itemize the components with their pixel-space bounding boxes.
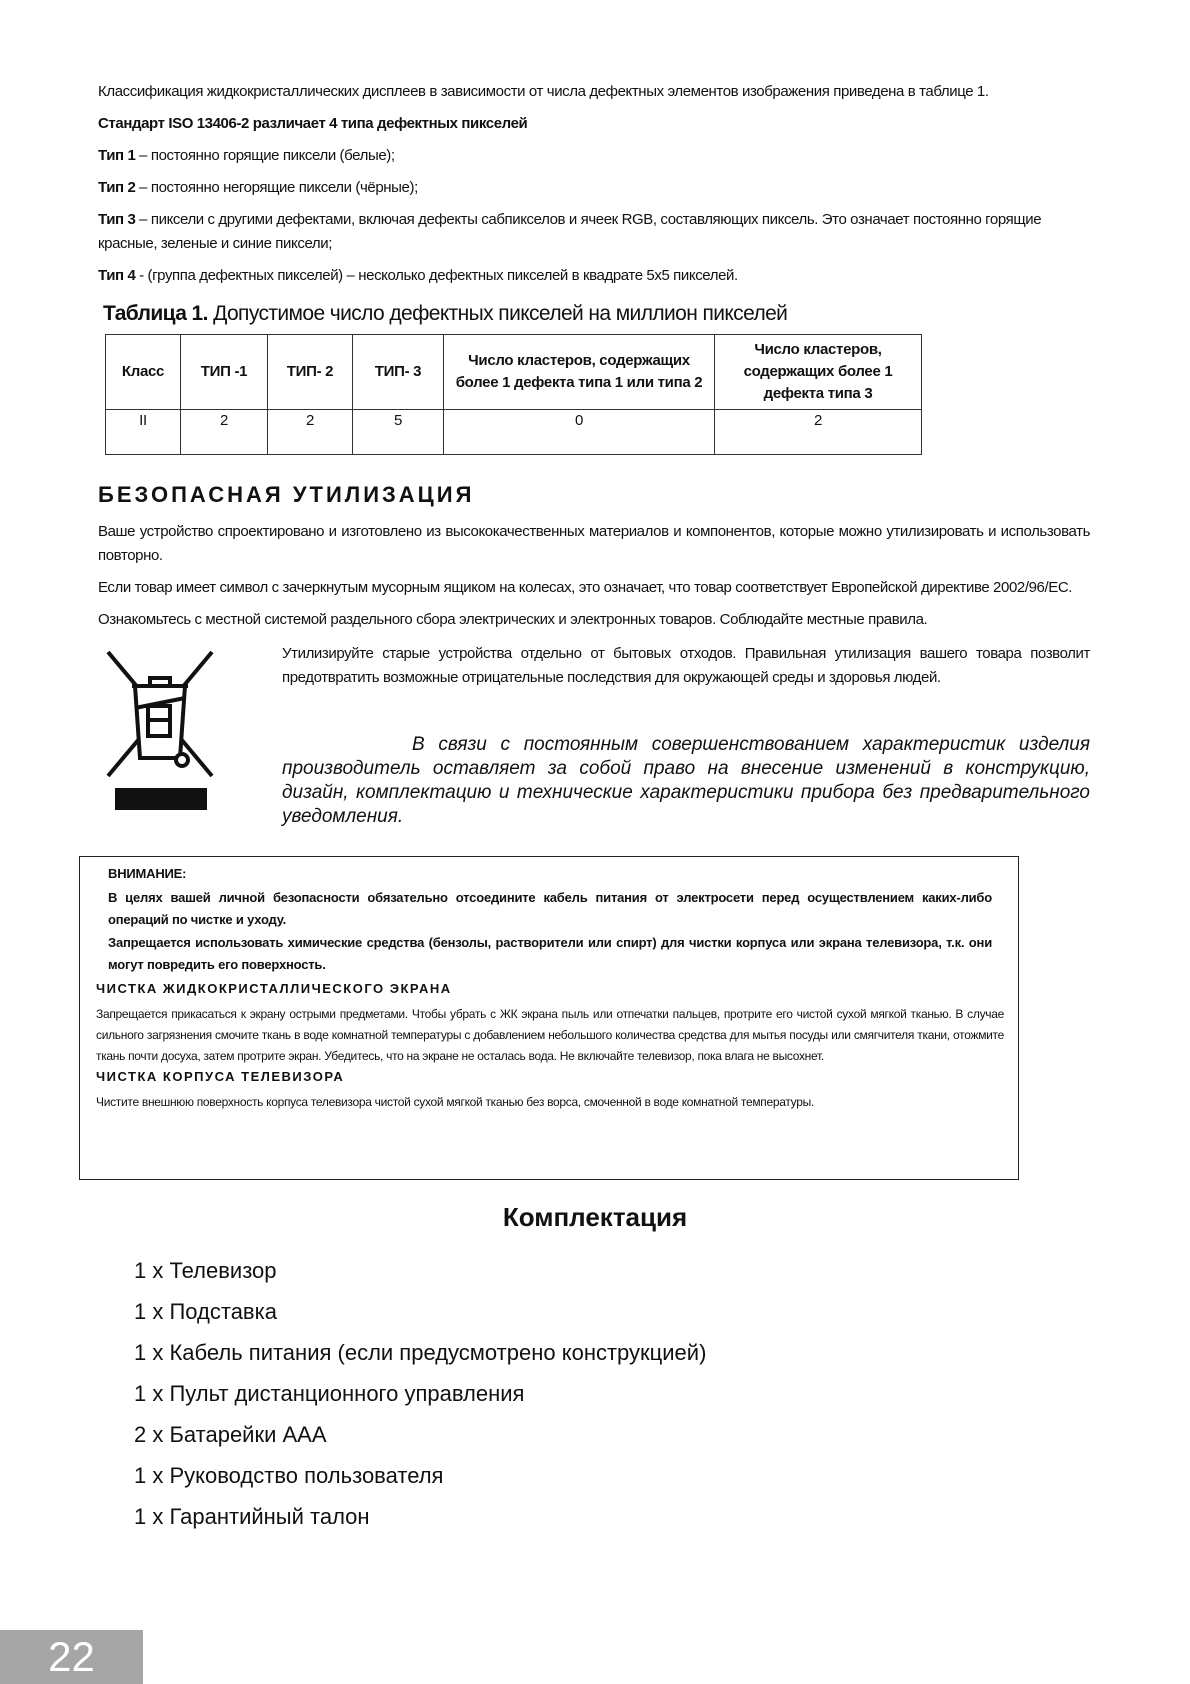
crossed-out-wheelie-bin-icon — [100, 648, 220, 810]
body-cleaning-heading: ЧИСТКА КОРПУСА ТЕЛЕВИЗОРА — [96, 1069, 345, 1084]
intro-line: Классификация жидкокристаллических дисплеев в зависимости от числа дефектных элементов изображения приведена в таблице 1. — [98, 83, 989, 100]
disposal-paragraph: Если товар имеет символ с зачеркнутым мусорным ящиком на колесах, это означает, что товар соответствует Европейской директиве 2002/96/ЕС. — [98, 579, 1073, 596]
warning-paragraph: Запрещается использовать химические средства (бензолы, растворители или спирт) для чистки корпуса или экрана телевизора, т.к. они могут повредить его поверхность. — [108, 935, 992, 972]
table-header-row — [106, 335, 922, 410]
header-type-3: ТИП- 3 — [353, 335, 444, 410]
screen-cleaning-text: Запрещается прикасаться к экрану острыми предметами. Чтобы убрать с ЖК экрана пыль или отпечатки пальцев, протрите его чистой сухой мягкой тканью. В случае сильного загрязнения смочите ткань в воде комнатной температуры с добавлением небольшого количества средства для мытья посуды или смягчителя ткани, отожмите ткань почти досуха, затем протрите экран. Убедитесь, что на экране не осталась вода. Не включайте телевизор, пока влага не высохнет. — [96, 1007, 1004, 1063]
header-type-1: ТИП -1 — [181, 335, 268, 410]
cell-class: II — [106, 410, 181, 455]
disposal-section — [98, 520, 1090, 640]
list-item: 1 х Гарантийный талон — [134, 1504, 370, 1529]
list-item: 1 х Пульт дистанционного управления — [134, 1381, 525, 1406]
cell-clusters-type-3: 2 — [715, 410, 922, 455]
list-item: 1 х Кабель питания (если предусмотрено конструкцией) — [134, 1340, 707, 1365]
iso-standard-line: Стандарт ISO 13406-2 различает 4 типа дефектных пикселей — [98, 115, 528, 132]
defect-pixels-table — [105, 334, 922, 455]
disposal-heading: БЕЗОПАСНАЯ УТИЛИЗАЦИЯ — [98, 482, 475, 507]
type-1-line: Тип 1 – постоянно горящие пиксели (белые); — [98, 147, 395, 164]
table-title: Таблица 1. Допустимое число дефектных пикселей на миллион пикселей — [103, 302, 788, 325]
page-number: 22 — [0, 1630, 143, 1684]
type-2-line: Тип 2 – постоянно негорящие пиксели (чёрные); — [98, 179, 418, 196]
cell-type-1: 2 — [181, 410, 268, 455]
header-class: Класс — [106, 335, 181, 410]
cell-type-3: 5 — [353, 410, 444, 455]
disposal-paragraph: Ознакомьтесь с местной системой раздельного сбора электрических и электронных товаров. Соблюдайте местные правила. — [98, 611, 928, 628]
warning-paragraph: В целях вашей личной безопасности обязательно отсоедините кабель питания от электросети перед осуществлением каких-либо операций по чистке и уходу. — [108, 890, 992, 927]
disposal-side-paragraph: Утилизируйте старые устройства отдельно от бытовых отходов. Правильная утилизация вашего товара позволит предотвратить возможные отрицательные последствия для окружающей среды и здоровья людей. — [282, 645, 1090, 686]
disposal-paragraph: Ваше устройство спроектировано и изготовлено из высококачественных материалов и компонентов, которые можно утилизировать и использовать повторно. — [98, 523, 1090, 564]
type-3-line: Тип 3 – пиксели с другими дефектами, включая дефекты сабпикселов и ячеек RGB, составляющих пиксель. Это означает постоянно горящие красные, зеленые и синие пиксели; — [98, 211, 1042, 252]
list-item: 1 х Руководство пользователя — [134, 1463, 444, 1488]
table-row — [106, 410, 922, 455]
list-item: 1 х Телевизор — [134, 1258, 277, 1283]
contents-list — [134, 1250, 706, 1537]
list-item: 1 х Подставка — [134, 1299, 277, 1324]
header-clusters-type-1-2: Число кластеров, содержащих более 1 дефекта типа 1 или типа 2 — [444, 335, 715, 410]
screen-cleaning-heading: ЧИСТКА ЖИДКОКРИСТАЛЛИЧЕСКОГО ЭКРАНА — [96, 981, 452, 996]
intro-section — [98, 80, 1098, 296]
cell-clusters-type-1-2: 0 — [444, 410, 715, 455]
list-item: 2 х Батарейки ААА — [134, 1422, 327, 1447]
cell-type-2: 2 — [268, 410, 353, 455]
modification-notice: В связи с постоянным совершенствованием характеристик изделия производитель оставляет за собой право на внесение изменений в конструкцию, дизайн, комплектацию и технические характеристики прибора без предварительного уведомления. — [282, 734, 1090, 827]
contents-title: Комплектация — [502, 1202, 688, 1232]
header-type-2: ТИП- 2 — [268, 335, 353, 410]
warning-title: ВНИМАНИЕ: — [108, 866, 187, 881]
body-cleaning-text: Чистите внешнюю поверхность корпуса телевизора чистой сухой мягкой тканью без ворса, смоченной в воде комнатной температуры. — [96, 1095, 814, 1109]
type-4-line: Тип 4 - (группа дефектных пикселей) – несколько дефектных пикселей в квадрате 5х5 пикселей. — [98, 267, 738, 284]
warning-box — [79, 856, 1019, 1180]
header-clusters-type-3: Число кластеров, содержащих более 1 дефекта типа 3 — [715, 335, 922, 410]
